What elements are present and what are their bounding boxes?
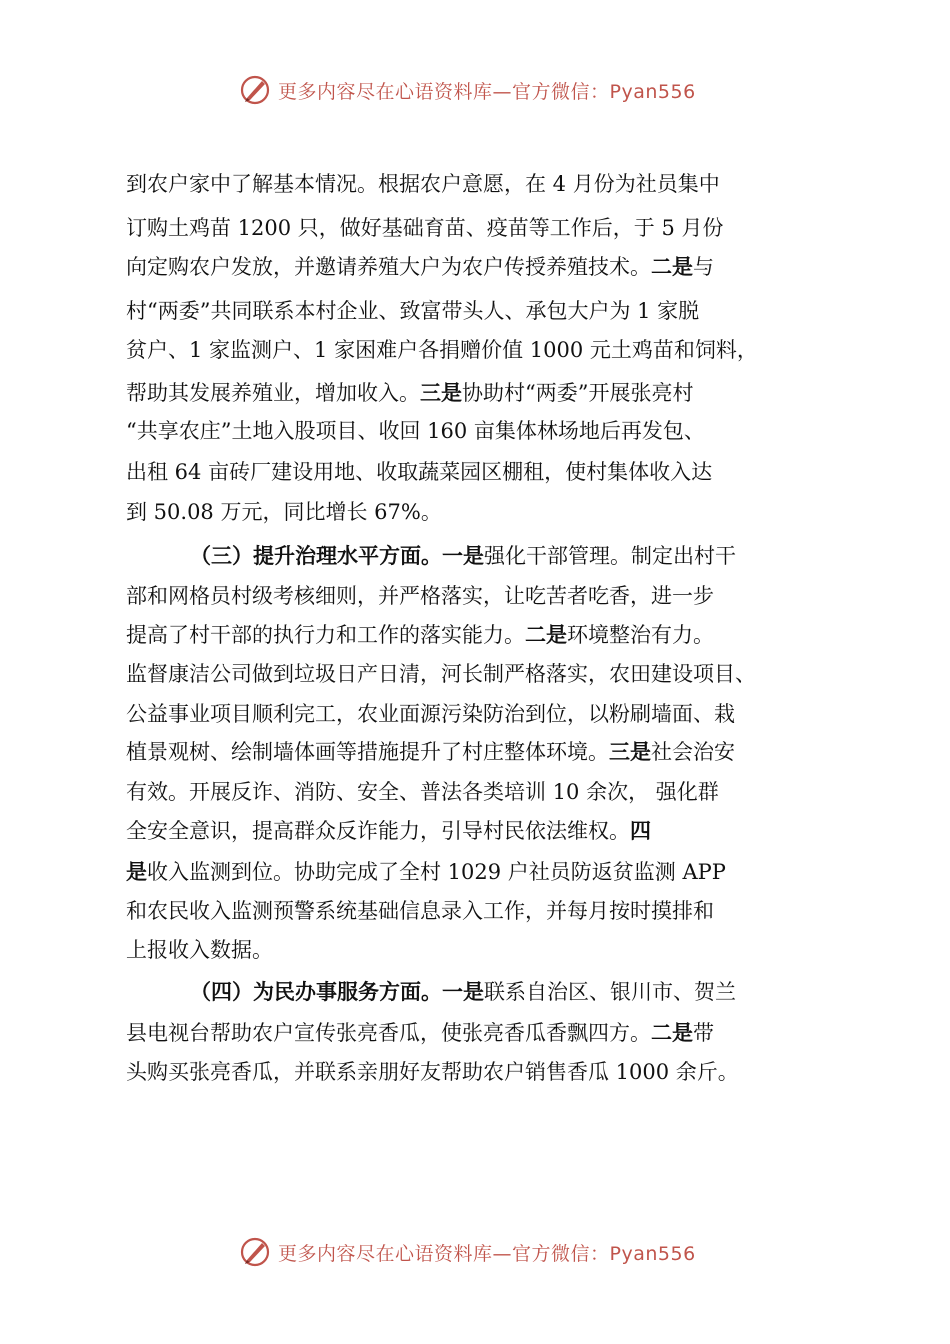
text-line	[126, 253, 714, 281]
text-line	[126, 458, 712, 486]
text-run: 强化干部管理。制定出村干	[484, 544, 736, 568]
text-run: “共享农庄”土地入股项目、收回 160 亩集体林场地后再发包、	[126, 419, 705, 443]
text-run: 出租 64 亩砖厂建设用地、收取蔬菜园区棚租，使村集体收入达	[126, 460, 713, 484]
text-line	[190, 542, 736, 570]
text-line	[126, 170, 720, 198]
text-run: 向定购农户发放，并邀请养殖大户为农户传授养殖技术。	[126, 255, 651, 279]
text-run: 社会治安	[651, 740, 735, 764]
text-run: 帮助其发展养殖业，增加收入。	[126, 381, 420, 405]
text-run: 上报收入数据。	[126, 938, 273, 962]
text-line	[126, 660, 756, 688]
text-run: 有效。开展反诈、消防、安全、普法各类培训 10 余次， 强化群	[126, 780, 719, 804]
text-run: 和农民收入监测预警系统基础信息录入工作，并每月按时摸排和	[126, 899, 714, 923]
text-line	[126, 214, 724, 242]
text-line	[126, 379, 693, 407]
footer-watermark	[0, 1232, 950, 1272]
text-line	[126, 297, 699, 325]
text-run: 监督康洁公司做到垃圾日产日清，河长制严格落实，农田建设项目、	[126, 662, 756, 686]
watermark-text: 更多内容尽在心语资料库—官方微信：Pyan556	[278, 1242, 696, 1265]
text-line	[126, 1058, 739, 1086]
text-run: 协助村“两委”开展张亮村	[462, 381, 694, 405]
text-run: 提高了村干部的执行力和工作的落实能力。	[126, 623, 525, 647]
text-line	[126, 858, 726, 886]
text-run: 部和网格员村级考核细则，并严格落实，让吃苦者吃香，进一步	[126, 584, 714, 608]
text-run: 县电视台帮助农户宣传张亮香瓜，使张亮香瓜香飘四方。	[126, 1021, 651, 1045]
bold-lead: 二是	[651, 1021, 693, 1045]
text-line	[126, 738, 735, 766]
text-run: 订购土鸡苗 1200 只，做好基础育苗、疫苗等工作后，于 5 月份	[126, 216, 724, 240]
pen-logo-icon	[238, 73, 272, 107]
text-run: 贫户、1 家监测户、1 家困难户各捐赠价值 1000 元土鸡苗和饲料，	[126, 338, 758, 362]
text-line	[126, 700, 735, 728]
bold-lead: 四	[630, 819, 651, 843]
text-line	[126, 897, 714, 925]
watermark-text: 更多内容尽在心语资料库—官方微信：Pyan556	[278, 80, 696, 103]
bold-lead: 三是	[420, 381, 462, 405]
text-run: 收入监测到位。协助完成了全村 1029 户社员防返贫监测 APP	[147, 860, 726, 884]
text-run: 公益事业项目顺利完工，农业面源污染防治到位，以粉刷墙面、栽	[126, 702, 735, 726]
text-line	[126, 582, 714, 610]
text-run: 到农户家中了解基本情况。根据农户意愿，在 4 月份为社员集中	[126, 172, 720, 196]
bold-lead: 二是	[525, 623, 567, 647]
header-watermark	[0, 70, 950, 110]
text-run: 环境整治有力。	[567, 623, 714, 647]
text-run: 头购买张亮香瓜，并联系亲朋好友帮助农户销售香瓜 1000 余斤。	[126, 1060, 739, 1084]
text-run: 到 50.08 万元，同比增长 67%。	[126, 500, 442, 524]
text-line	[126, 778, 719, 806]
text-line	[126, 936, 273, 964]
text-run: 全安全意识，提高群众反诈能力，引导村民依法维权。	[126, 819, 630, 843]
text-run: 与	[693, 255, 714, 279]
text-run: 联系自治区、银川市、贺兰	[484, 980, 736, 1004]
text-line	[126, 336, 758, 364]
text-run: 带	[693, 1021, 714, 1045]
bold-lead: （三）提升治理水平方面。一是	[190, 544, 484, 568]
text-line	[126, 817, 651, 845]
text-line	[126, 498, 442, 526]
bold-lead: 三是	[609, 740, 651, 764]
text-line	[126, 417, 705, 445]
text-line	[190, 978, 736, 1006]
text-run: 村“两委”共同联系本村企业、致富带头人、承包大户为 1 家脱	[126, 299, 700, 323]
bold-lead: 二是	[651, 255, 693, 279]
text-line	[126, 621, 714, 649]
bold-lead: 是	[126, 860, 147, 884]
text-line	[126, 1019, 714, 1047]
pen-logo-icon	[238, 1235, 272, 1269]
text-run: 植景观树、绘制墙体画等措施提升了村庄整体环境。	[126, 740, 609, 764]
bold-lead: （四）为民办事服务方面。一是	[190, 980, 484, 1004]
